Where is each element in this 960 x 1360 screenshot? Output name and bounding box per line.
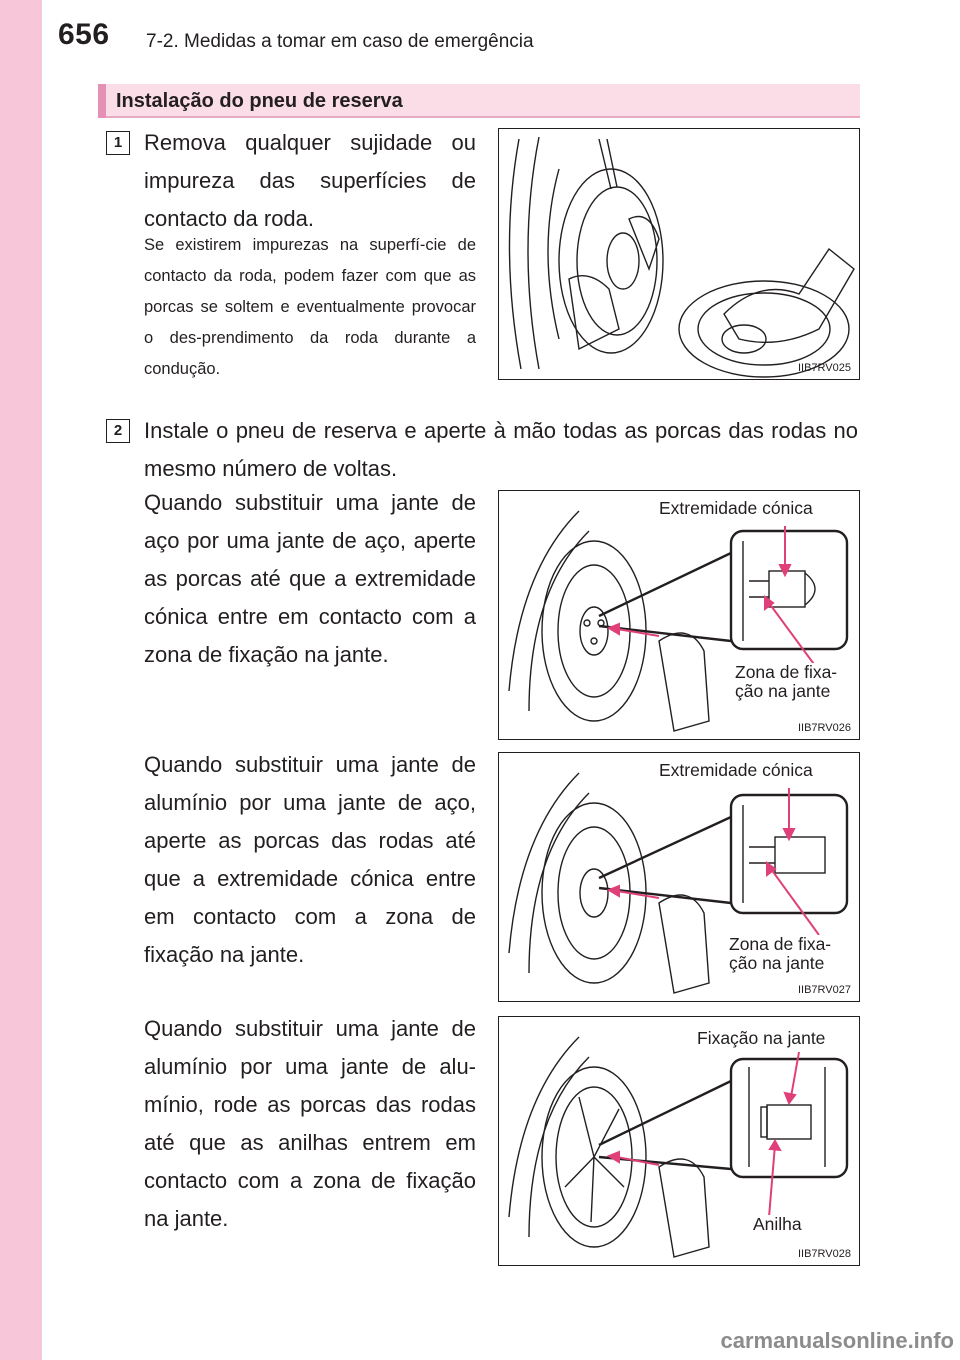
label-rim-seat: Zona de fixa- ção na jante (729, 934, 832, 973)
watermark-text: carmanualsonline.info (720, 1328, 954, 1353)
step-1-text: Remova qualquer sujidade ou impureza das superfícies de contacto da roda. (144, 130, 476, 231)
step-2-text: Instale o pneu de reserva e aperte à mão todas as porcas das rodas no mesmo número de voltas. (144, 418, 858, 481)
figure-code: IIB7RV026 (797, 722, 851, 734)
aluminum-wheel-illustration (499, 1017, 860, 1266)
section-header (98, 84, 860, 118)
section-accent (98, 84, 106, 118)
figure-aluminum-to-steel (498, 752, 860, 1002)
step-2-number: 2 (106, 419, 130, 443)
side-tab-strip (0, 0, 42, 1360)
step-1-note: Se existirem impurezas na superfí-cie de contacto da roda, podem fazer com que as porcas se soltem e eventualmente provocar o des-prendimento da roda durante a condução. (144, 236, 476, 378)
label-rim-seat: Fixação na jante (697, 1028, 826, 1048)
steel-wheel-illustration (499, 491, 860, 740)
page-number: 656 (58, 18, 110, 51)
figure-clean-wheel (498, 128, 860, 380)
chapter-title: 7-2. Medidas a tomar em caso de emergência (146, 31, 534, 52)
figure-code: IIB7RV025 (797, 362, 851, 374)
figure-steel-to-steel (498, 490, 860, 740)
wheel-cleaning-illustration (499, 129, 860, 380)
paragraph-aluminum-to-steel: Quando substituir uma jante de alumínio por uma jante de aço, aperte as porcas das rodas até que a extremidade cónica entre em contacto com a zona de fixação na jante. (144, 752, 476, 967)
section-title: Instalação do pneu de reserva (116, 90, 403, 112)
figure-code: IIB7RV027 (797, 984, 851, 996)
label-tapered-end: Extremidade cónica (659, 760, 813, 780)
label-washer: Anilha (753, 1214, 802, 1234)
paragraph-steel-to-steel: Quando substituir uma jante de aço por uma jante de aço, aperte as porcas até que a extremidade cónica entre em contacto com a zona de fixação na jante. (144, 490, 476, 667)
paragraph-aluminum-to-aluminum: Quando substituir uma jante de alumínio por uma jante de alu-mínio, rode as porcas das rodas até que as anilhas entrem em contacto com a zona de fixação na jante. (144, 1016, 476, 1231)
step-1-number: 1 (106, 131, 130, 155)
figure-code: IIB7RV028 (797, 1248, 851, 1260)
label-tapered-end: Extremidade cónica (659, 498, 813, 518)
label-rim-seat: Zona de fixa- ção na jante (735, 662, 838, 701)
figure-aluminum-to-aluminum (498, 1016, 860, 1266)
